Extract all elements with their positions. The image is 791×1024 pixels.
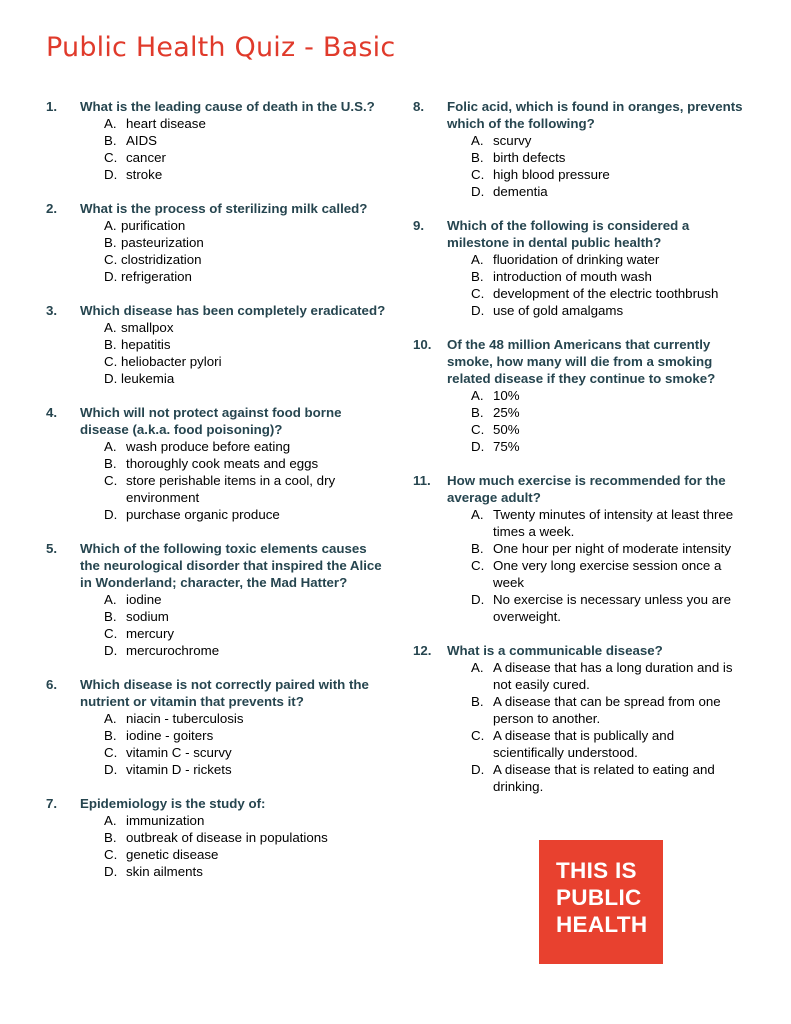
answer-option: [471, 268, 748, 285]
answer-option: [104, 608, 386, 625]
answer-option: [104, 251, 386, 268]
option-letter: C.: [471, 422, 485, 437]
question-header: [413, 642, 748, 659]
option-text: outbreak of disease in populations: [126, 830, 328, 845]
question-header: [46, 404, 386, 438]
question-number: 5.: [46, 541, 58, 556]
option-letter: A.: [104, 813, 117, 828]
answer-option: [104, 234, 386, 251]
option-text: skin ailments: [126, 864, 203, 879]
question-number: 10.: [413, 337, 432, 352]
option-letter: D.: [104, 507, 118, 522]
answer-option: [471, 404, 748, 421]
option-text: mercury: [126, 626, 175, 641]
question-10: [413, 336, 748, 455]
option-letter: A.: [471, 388, 484, 403]
question-text: What is a communicable disease?: [447, 643, 663, 658]
questions-column-right: [413, 98, 748, 812]
answer-option: [471, 149, 748, 166]
answer-options: [46, 319, 386, 387]
answer-option: [104, 846, 386, 863]
option-text: One hour per night of moderate intensity: [493, 541, 732, 556]
option-text: niacin - tuberculosis: [126, 711, 244, 726]
question-5: [46, 540, 386, 659]
option-letter: A.: [471, 660, 484, 675]
answer-option: [104, 625, 386, 642]
question-number: 8.: [413, 99, 425, 114]
question-header: [46, 98, 386, 115]
option-text: heliobacter pylori: [121, 354, 222, 369]
option-letter: B.: [104, 337, 117, 352]
answer-option: [471, 659, 748, 693]
option-text: vitamin C - scurvy: [126, 745, 232, 760]
answer-option: [471, 693, 748, 727]
answer-option: [104, 370, 386, 387]
option-text: purchase organic produce: [126, 507, 280, 522]
question-header: [413, 336, 748, 387]
option-letter: C.: [104, 252, 118, 267]
option-text: iodine - goiters: [126, 728, 214, 743]
option-letter: D.: [104, 643, 118, 658]
option-letter: A.: [104, 439, 117, 454]
option-text: thoroughly cook meats and eggs: [126, 456, 319, 471]
question-header: [46, 200, 386, 217]
option-letter: C.: [104, 847, 118, 862]
option-text: iodine: [126, 592, 162, 607]
option-letter: D.: [471, 762, 485, 777]
answer-option: [104, 472, 386, 506]
option-letter: B.: [104, 456, 117, 471]
question-11: [413, 472, 748, 625]
option-letter: B.: [104, 728, 117, 743]
answer-option: [471, 183, 748, 200]
option-text: hepatitis: [121, 337, 171, 352]
answer-options: [46, 812, 386, 880]
question-1: [46, 98, 386, 183]
question-4: [46, 404, 386, 523]
option-letter: B.: [471, 269, 484, 284]
question-number: 6.: [46, 677, 58, 692]
option-text: store perishable items in a cool, dry environment: [126, 473, 336, 505]
option-letter: C.: [104, 626, 118, 641]
logo-line-1: THIS IS: [556, 858, 637, 883]
option-letter: C.: [471, 558, 485, 573]
option-letter: B.: [104, 133, 117, 148]
option-letter: D.: [471, 439, 485, 454]
option-text: scurvy: [493, 133, 532, 148]
question-number: 2.: [46, 201, 58, 216]
answer-options: [46, 591, 386, 659]
answer-option: [104, 863, 386, 880]
option-text: mercurochrome: [126, 643, 220, 658]
option-text: A disease that can be spread from one person to another.: [493, 694, 721, 726]
option-letter: A.: [471, 252, 484, 267]
option-letter: A.: [471, 507, 484, 522]
option-text: birth defects: [493, 150, 566, 165]
answer-option: [104, 336, 386, 353]
option-letter: D.: [104, 167, 118, 182]
answer-option: [471, 727, 748, 761]
option-text: sodium: [126, 609, 169, 624]
option-text: clostridization: [121, 252, 202, 267]
answer-option: [471, 285, 748, 302]
answer-option: [104, 829, 386, 846]
answer-option: [104, 353, 386, 370]
question-number: 12.: [413, 643, 432, 658]
answer-option: [471, 302, 748, 319]
option-letter: D.: [104, 371, 118, 386]
answer-option: [104, 710, 386, 727]
answer-option: [471, 591, 748, 625]
question-text: Which of the following toxic elements causes the neurological disorder that inspired the Alice in Wonderland; character, the Mad Hatter?: [80, 541, 382, 590]
option-letter: A.: [104, 320, 117, 335]
answer-option: [471, 132, 748, 149]
question-header: [413, 472, 748, 506]
option-text: A disease that is publically and scientifically understood.: [493, 728, 675, 760]
option-text: pasteurization: [121, 235, 204, 250]
question-header: [413, 217, 748, 251]
answer-option: [471, 761, 748, 795]
answer-option: [104, 455, 386, 472]
option-text: fluoridation of drinking water: [493, 252, 660, 267]
answer-option: [104, 217, 386, 234]
option-text: development of the electric toothbrush: [493, 286, 719, 301]
answer-option: [104, 268, 386, 285]
answer-option: [471, 387, 748, 404]
answer-option: [104, 727, 386, 744]
answer-options: [46, 438, 386, 523]
option-text: A disease that is related to eating and drinking.: [493, 762, 715, 794]
answer-option: [471, 557, 748, 591]
answer-option: [471, 540, 748, 557]
question-number: 7.: [46, 796, 58, 811]
answer-options: [413, 132, 748, 200]
option-letter: D.: [104, 864, 118, 879]
option-letter: D.: [104, 762, 118, 777]
question-text: What is the process of sterilizing milk called?: [80, 201, 368, 216]
option-text: Twenty minutes of intensity at least three times a week.: [493, 507, 734, 539]
page-title: Public Health Quiz - Basic: [46, 32, 396, 63]
option-letter: D.: [471, 184, 485, 199]
answer-options: [413, 387, 748, 455]
option-letter: A.: [104, 592, 117, 607]
answer-option: [471, 506, 748, 540]
question-number: 1.: [46, 99, 58, 114]
questions-column-left: [46, 98, 386, 897]
option-letter: D.: [104, 269, 118, 284]
option-text: No exercise is necessary unless you are overweight.: [493, 592, 731, 624]
question-12: [413, 642, 748, 795]
option-text: dementia: [493, 184, 548, 199]
answer-options: [413, 506, 748, 625]
question-text: Which will not protect against food borne disease (a.k.a. food poisoning)?: [80, 405, 342, 437]
answer-options: [413, 659, 748, 795]
question-header: [46, 795, 386, 812]
answer-option: [104, 761, 386, 778]
option-text: 75%: [493, 439, 520, 454]
option-letter: B.: [104, 235, 117, 250]
option-letter: B.: [471, 694, 484, 709]
option-letter: C.: [104, 150, 118, 165]
option-text: heart disease: [126, 116, 206, 131]
question-text: Which of the following is considered a milestone in dental public health?: [447, 218, 690, 250]
question-header: [413, 98, 748, 132]
option-letter: A.: [471, 133, 484, 148]
question-number: 4.: [46, 405, 58, 420]
question-6: [46, 676, 386, 778]
answer-option: [104, 132, 386, 149]
option-letter: A.: [104, 116, 117, 131]
option-letter: C.: [104, 354, 118, 369]
question-text: Of the 48 million Americans that currently smoke, how many will die from a smoking related disease if they continue to smoke?: [447, 337, 716, 386]
option-letter: C.: [104, 473, 118, 488]
option-text: smallpox: [121, 320, 174, 335]
option-text: A disease that has a long duration and is not easily cured.: [493, 660, 733, 692]
option-text: vitamin D - rickets: [126, 762, 232, 777]
answer-option: [104, 506, 386, 523]
answer-option: [104, 438, 386, 455]
option-text: 50%: [493, 422, 520, 437]
option-letter: C.: [471, 286, 485, 301]
option-letter: A.: [104, 218, 117, 233]
question-text: Folic acid, which is found in oranges, prevents which of the following?: [447, 99, 743, 131]
option-text: wash produce before eating: [126, 439, 291, 454]
option-text: stroke: [126, 167, 163, 182]
answer-option: [104, 812, 386, 829]
answer-option: [104, 642, 386, 659]
option-text: introduction of mouth wash: [493, 269, 652, 284]
option-text: One very long exercise session once a week: [493, 558, 722, 590]
option-text: 10%: [493, 388, 520, 403]
question-text: Epidemiology is the study of:: [80, 796, 266, 811]
answer-option: [104, 149, 386, 166]
public-health-logo: [539, 840, 663, 964]
question-text: How much exercise is recommended for the average adult?: [447, 473, 726, 505]
answer-options: [46, 217, 386, 285]
answer-options: [413, 251, 748, 319]
answer-options: [46, 710, 386, 778]
question-text: Which disease has been completely eradicated?: [80, 303, 386, 318]
answer-option: [471, 421, 748, 438]
answer-option: [104, 115, 386, 132]
answer-option: [104, 319, 386, 336]
logo-line-3: HEALTH: [556, 912, 648, 937]
question-header: [46, 540, 386, 591]
option-text: high blood pressure: [493, 167, 610, 182]
option-letter: C.: [471, 167, 485, 182]
question-header: [46, 676, 386, 710]
answer-option: [104, 166, 386, 183]
logo-line-2: PUBLIC: [556, 885, 642, 910]
option-letter: C.: [471, 728, 485, 743]
option-text: genetic disease: [126, 847, 219, 862]
question-text: Which disease is not correctly paired with the nutrient or vitamin that prevents it?: [80, 677, 369, 709]
option-letter: D.: [471, 592, 485, 607]
option-letter: B.: [104, 609, 117, 624]
option-letter: B.: [471, 541, 484, 556]
question-header: [46, 302, 386, 319]
answer-option: [471, 166, 748, 183]
option-letter: D.: [471, 303, 485, 318]
question-8: [413, 98, 748, 200]
answer-options: [46, 115, 386, 183]
option-text: purification: [121, 218, 186, 233]
option-text: use of gold amalgams: [493, 303, 624, 318]
option-text: refrigeration: [121, 269, 192, 284]
answer-option: [104, 744, 386, 761]
question-number: 11.: [413, 473, 431, 488]
question-3: [46, 302, 386, 387]
answer-option: [104, 591, 386, 608]
option-text: 25%: [493, 405, 520, 420]
answer-option: [471, 251, 748, 268]
option-letter: B.: [104, 830, 117, 845]
option-letter: B.: [471, 150, 484, 165]
option-text: AIDS: [126, 133, 158, 148]
option-letter: B.: [471, 405, 484, 420]
answer-option: [471, 438, 748, 455]
question-text: What is the leading cause of death in the U.S.?: [80, 99, 375, 114]
question-2: [46, 200, 386, 285]
option-text: cancer: [126, 150, 166, 165]
option-letter: A.: [104, 711, 117, 726]
option-text: leukemia: [121, 371, 175, 386]
option-text: immunization: [126, 813, 205, 828]
question-number: 9.: [413, 218, 425, 233]
question-number: 3.: [46, 303, 58, 318]
question-9: [413, 217, 748, 319]
option-letter: C.: [104, 745, 118, 760]
question-7: [46, 795, 386, 880]
